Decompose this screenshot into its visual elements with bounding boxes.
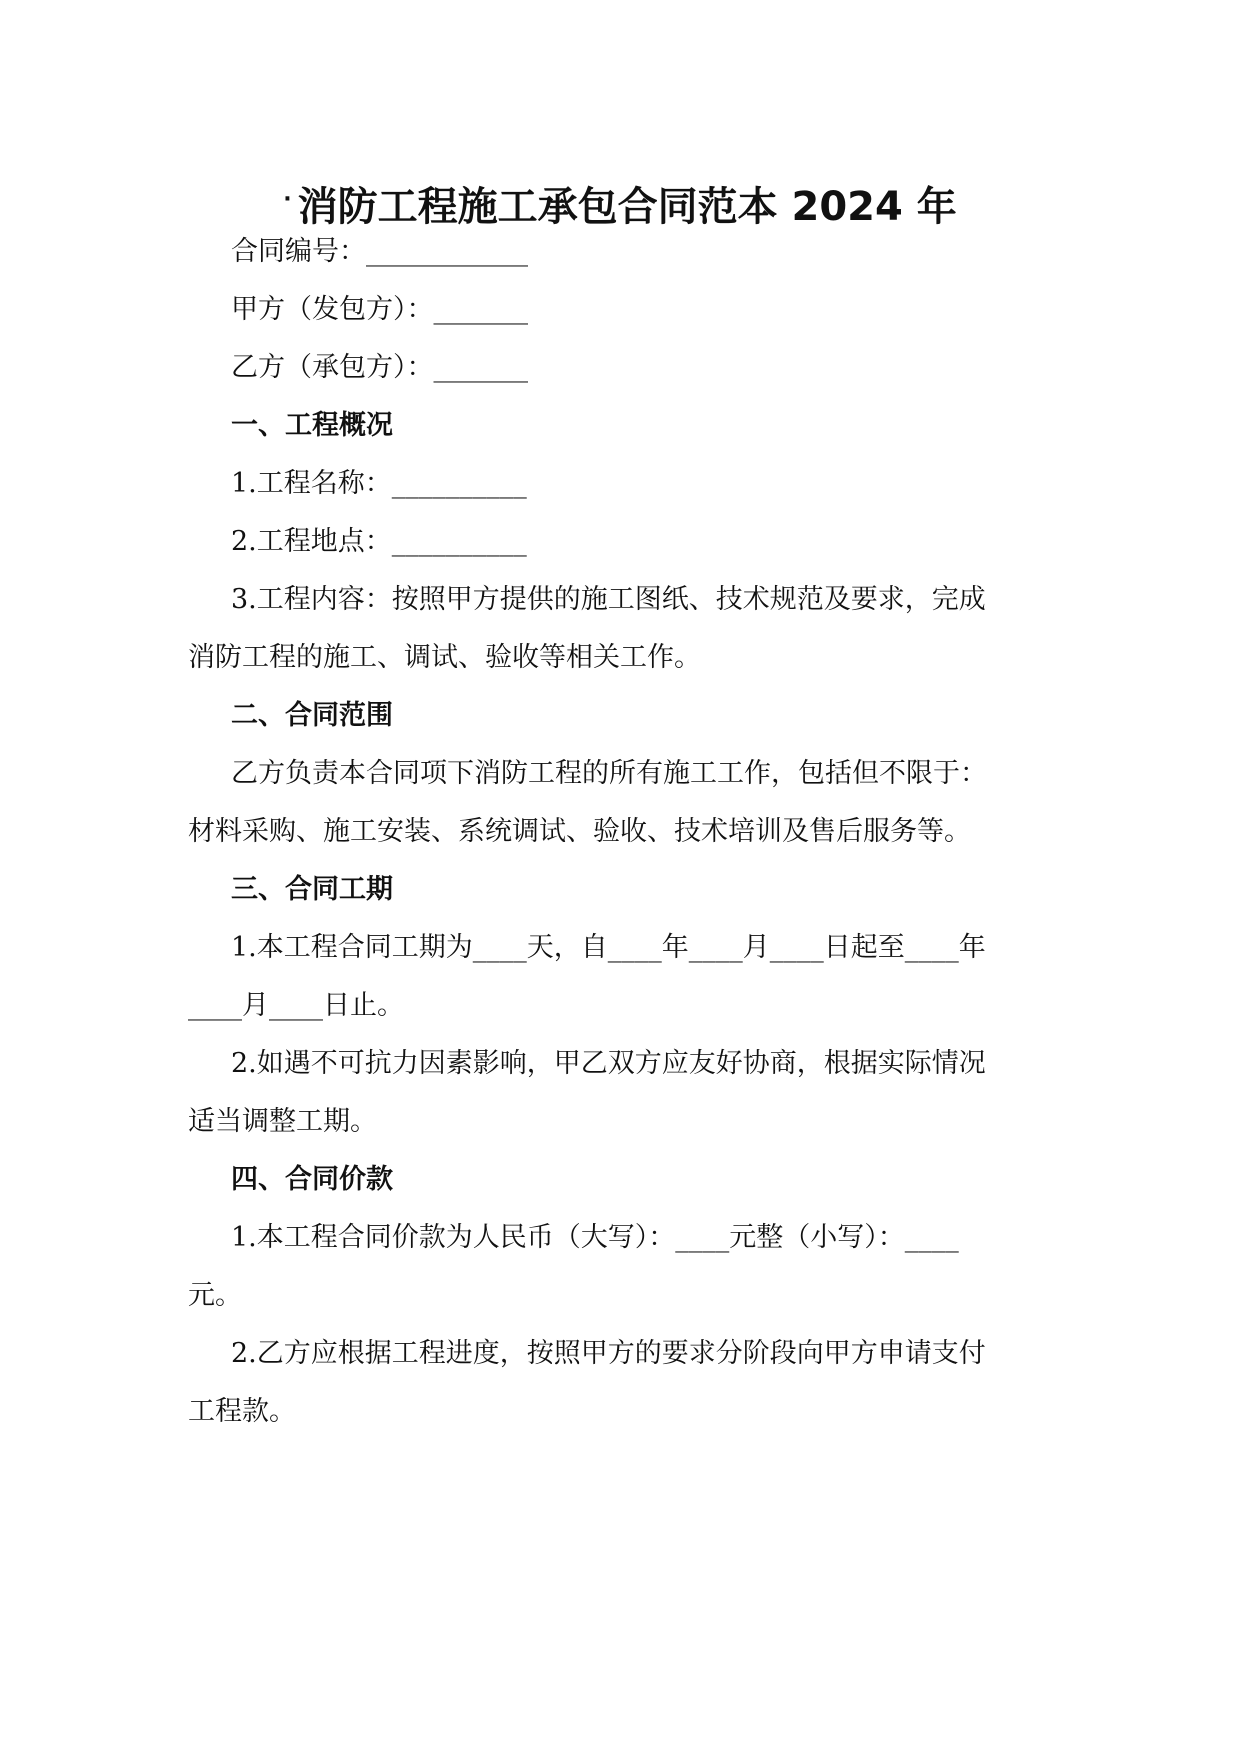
section-heading-duration: 三、合同工期 — [231, 874, 393, 905]
duration-item-2-line-1: 2.如遇不可抗力因素影响，甲乙双方应友好协商，根据实际情况 — [231, 1048, 986, 1079]
party-b-field: 乙方（承包方）：_______ — [231, 352, 528, 383]
duration-item-1-line-2: ____月____日止。 — [188, 990, 404, 1021]
project-content-line-1: 3.工程内容：按照甲方提供的施工图纸、技术规范及要求，完成 — [231, 584, 986, 615]
document-title — [0, 172, 1240, 235]
duration-item-2-line-2: 适当调整工期。 — [188, 1106, 377, 1137]
project-location-field: 2.工程地点：__________ — [231, 526, 527, 557]
project-name-field: 1.工程名称：__________ — [231, 468, 527, 499]
section-heading-scope: 二、合同范围 — [231, 700, 393, 731]
contract-number-field: 合同编号：____________ — [231, 236, 528, 267]
project-content-line-2: 消防工程的施工、调试、验收等相关工作。 — [188, 642, 701, 673]
section-heading-overview: 一、工程概况 — [231, 410, 393, 441]
party-a-field: 甲方（发包方）：_______ — [231, 294, 528, 325]
title-mark: · — [283, 187, 292, 212]
price-item-1-line-1: 1.本工程合同价款为人民币（大写）：____元整（小写）：____ — [231, 1222, 959, 1253]
scope-body-line-1: 乙方负责本合同项下消防工程的所有施工工作，包括但不限于： — [231, 758, 987, 789]
price-item-1-line-2: 元。 — [188, 1280, 242, 1311]
price-item-2-line-2: 工程款。 — [188, 1396, 296, 1427]
duration-item-1-line-1: 1.本工程合同工期为____天，自____年____月____日起至____年 — [231, 932, 986, 963]
document-title-text: 消防工程施工承包合同范本 2024 年 — [297, 184, 957, 230]
section-heading-price: 四、合同价款 — [231, 1164, 393, 1195]
price-item-2-line-1: 2.乙方应根据工程进度，按照甲方的要求分阶段向甲方申请支付 — [231, 1338, 986, 1369]
scope-body-line-2: 材料采购、施工安装、系统调试、验收、技术培训及售后服务等。 — [188, 816, 971, 847]
